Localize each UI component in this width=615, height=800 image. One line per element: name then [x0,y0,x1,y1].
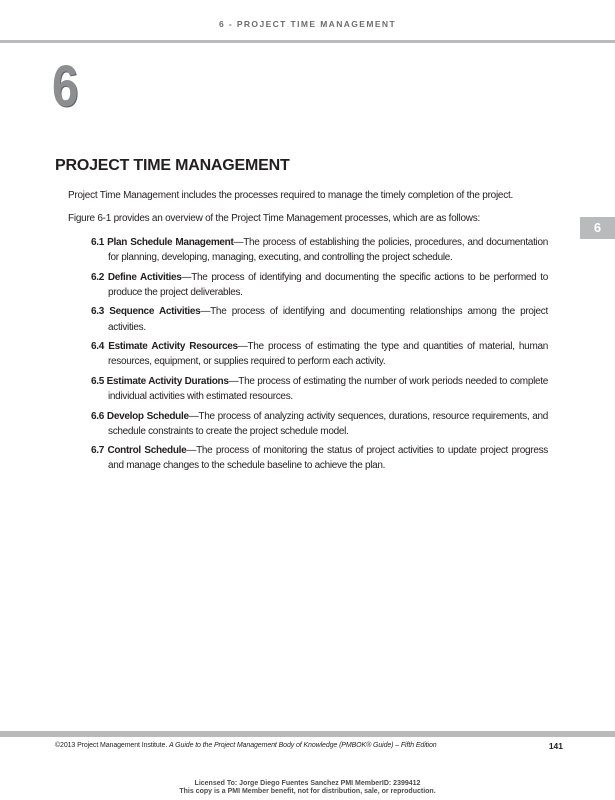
license-notice [0,780,615,796]
chapter-number: 6 [52,54,79,119]
list-item [91,270,548,300]
header-rule [0,40,615,43]
list-item [91,374,548,404]
process-heading: 6.4 Estimate Activity Resources [91,341,238,353]
process-heading: 6.6 Develop Schedule [91,410,189,422]
process-description: —The process of identifying and documenting the specific actions to be performed to produce the project deliverables. [108,271,549,298]
list-item [91,235,548,265]
process-description: —The process of identifying and documenting relationships among the project activities. [108,306,548,333]
license-line: Licensed To: Jorge Diego Fuentes Sanchez PMI MemberID: 2399412 [194,780,421,787]
process-heading: 6.5 Estimate Activity Durations [91,375,229,387]
chapter-title: PROJECT TIME MANAGEMENT [55,157,290,174]
process-description: —The process of monitoring the status of project activities to update project progress and manage changes to the schedule baseline to achieve the plan. [108,445,548,472]
process-heading: 6.7 Control Schedule [91,445,187,457]
process-heading: 6.2 Define Activities [91,271,182,283]
page-number: 141 [548,741,563,751]
list-item [91,409,548,439]
license-line: This copy is a PMI Member benefit, not for distribution, sale, or reproduction. [179,788,436,795]
footer-citation [55,742,437,749]
intro-paragraph: Project Time Management includes the processes required to manage the timely completion of the project. [68,190,514,201]
list-item [91,339,548,369]
process-heading: 6.1 Plan Schedule Management [91,237,234,248]
process-description: —The process of estimating the type and quantities of material, human resources, equipment, or supplies required to perform each activity. [108,341,548,368]
list-item [91,443,548,473]
process-description: —The process of estimating the number of work periods needed to complete individual activities with estimated resources. [108,375,548,403]
book-title: A Guide to the Project Management Body of Knowledge (PMBOK® Guide) – Fifth Edition [169,742,437,749]
process-description: —The process of establishing the policies, procedures, and documentation for planning, developing, managing, executing, and controlling the project schedule. [108,237,548,264]
overview-paragraph: Figure 6-1 provides an overview of the Project Time Management processes, which are as follows: [68,213,481,224]
footer-rule [0,731,615,737]
chapter-tab: 6 [580,217,615,239]
process-description: —The process of analyzing activity sequences, durations, resource requirements, and schedule constraints to create the project schedule model. [108,410,549,437]
running-head: 6 - PROJECT TIME MANAGEMENT [218,19,397,29]
copyright: ©2013 Project Management Institute. [55,742,168,749]
process-list [91,235,548,478]
process-heading: 6.3 Sequence Activities [91,306,201,318]
list-item [91,304,548,334]
